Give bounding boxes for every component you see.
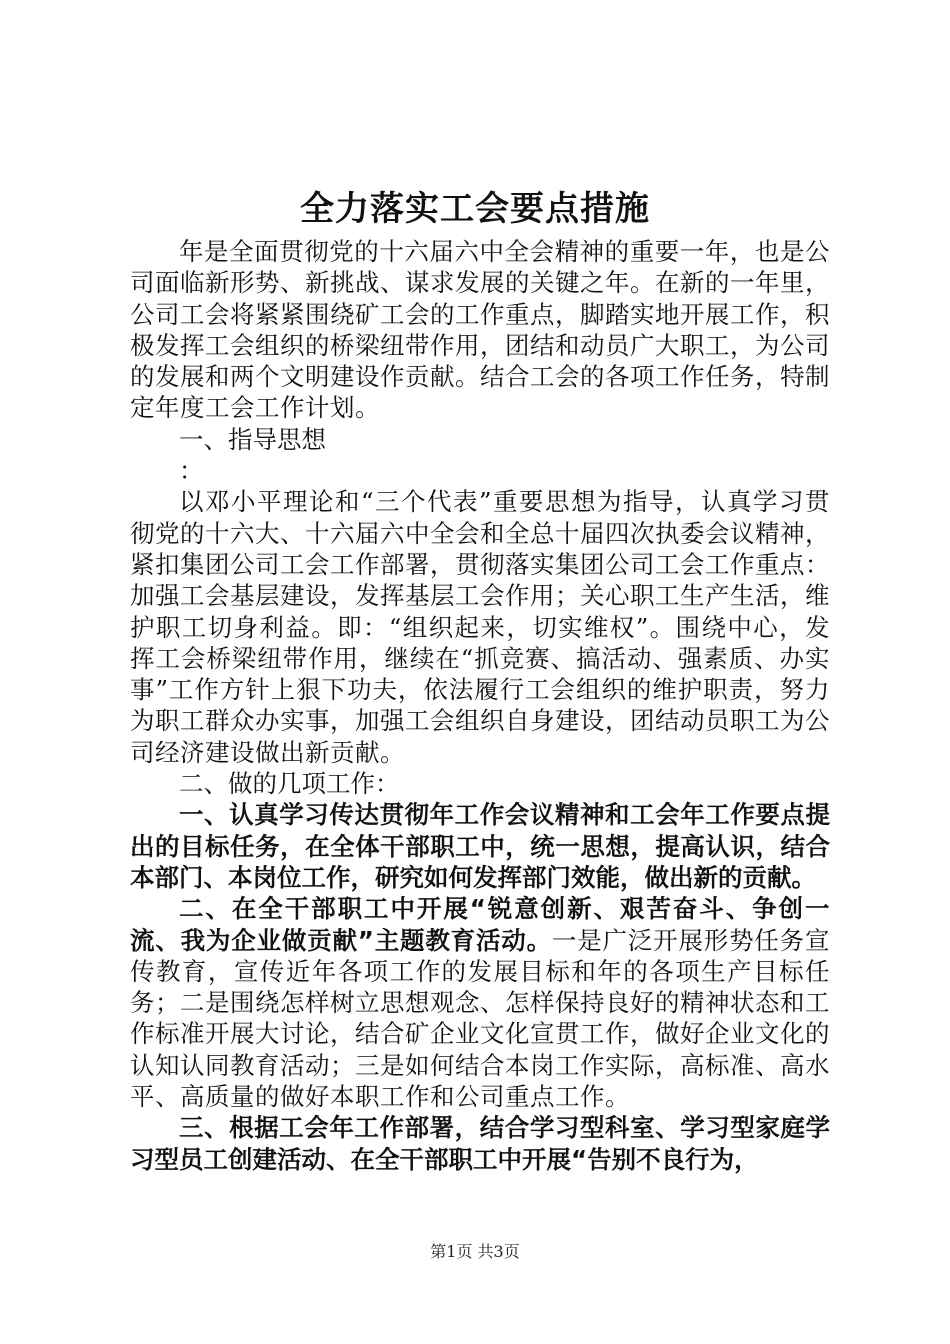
document-body <box>130 236 830 1175</box>
work-item-2-lead: 二、在全干部职工中开展“锐意创新、艰苦奋斗、争创一流、我为企业做贡献”主题教育活动。 <box>130 894 830 955</box>
document-title: 全力落实工会要点措施 <box>300 189 650 229</box>
work-item-2-rest: 一是广泛开展形势任务宣传教育，宣传近年各项工作的发展目标和年的各项生产目标任务；二是围绕怎样树立思想观念、怎样保持良好的精神状态和工作标准开展大讨论，结合矿企业文化宣贯工作，做好企业文化的认知认同教育活动；三是如何结合本岗工作实际，高标准、高水平、高质量的做好本职工作和公司重点工作。 <box>130 925 830 1112</box>
page-footer: 第1页 共3页 <box>430 1242 520 1261</box>
section-heading-guiding-thought: 一、指导思想 <box>179 424 326 454</box>
work-item-3: 三、根据工会年工作部署，结合学习型科室、学习型家庭学习型员工创建活动、在全干部职工中开展“告别不良行为， <box>130 1113 830 1174</box>
section-colon: ： <box>179 456 204 486</box>
intro-paragraph: 年是全面贯彻党的十六届六中全会精神的重要一年，也是公司面临新形势、新挑战、谋求发展的关键之年。在新的一年里，公司工会将紧紧围绕矿工会的工作重点，脚踏实地开展工作，积极发挥工会组织的桥梁纽带作用，团结和动员广大职工，为公司的发展和两个文明建设作贡献。结合工会的各项工作任务，特制定年度工会工作计划。 <box>130 237 830 423</box>
guiding-thought-paragraph: 以邓小平理论和“三个代表”重要思想为指导，认真学习贯彻党的十六大、十六届六中全会和全总十届四次执委会议精神，紧扣集团公司工会工作部署，贯彻落实集团公司工会工作重点：加强工会基层建设，发挥基层工会作用；关心职工生产生活，维护职工切身利益。即：“组织起来，切实维权”。围绕中心，发挥工会桥梁纽带作用，继续在“抓竞赛、搞活动、强素质、办实事”工作方针上狠下功夫，依法履行工会组织的维护职责，努力为职工群众办实事，加强工会组织自身建设，团结动员职工为公司经济建设做出新贡献。 <box>130 487 830 767</box>
section-heading-work-items: 二、做的几项工作： <box>179 769 400 799</box>
work-item-2 <box>130 893 830 1112</box>
work-item-1: 一、认真学习传达贯彻年工作会议精神和工会年工作要点提出的目标任务，在全体干部职工中，统一思想，提高认识，结合本部门、本岗位工作，研究如何发挥部门效能，做出新的贡献。 <box>130 800 830 892</box>
